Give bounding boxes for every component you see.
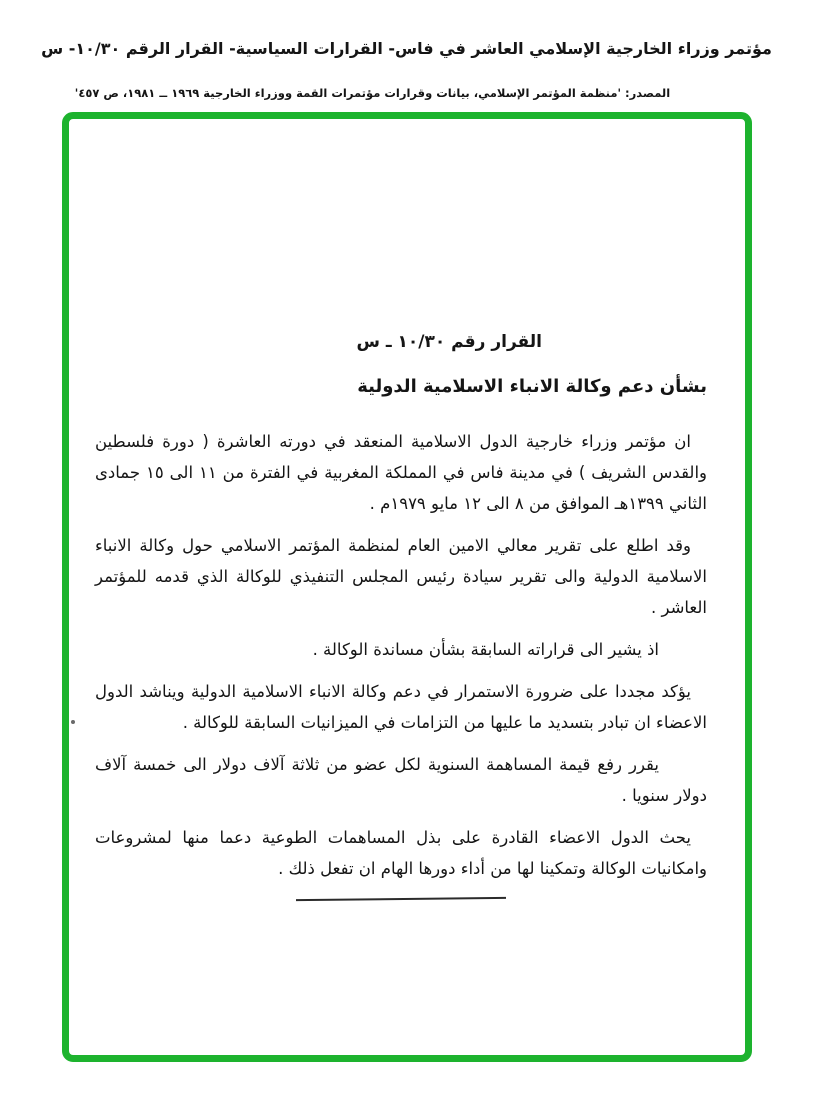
divider-line — [296, 897, 506, 901]
scan-artifact-dot — [71, 720, 75, 724]
resolution-paragraph: ان مؤتمر وزراء خارجية الدول الاسلامية المنعقد في دورته العاشرة ( دورة فلسطين والقدس الشريف ) في مدينة فاس في المملكة المغربية في الفترة من ١١ الى ١٥ جمادى الثاني ١٣٩٩هـ الموافق من ٨ الى ١٢ مايو ١٩٧٩م . — [95, 432, 707, 513]
citation-source: المصدر: 'منظمة المؤتمر الإسلامي، بيانات وقرارات مؤتمرات القمة ووزراء الخارجية ١٩٦٩ ــ ١٩٨١، ص ٤٥٧' — [74, 86, 671, 100]
resolution-number: القرار رقم ١٠/٣٠ ـ س — [356, 332, 542, 352]
resolution-paragraph: يحث الدول الاعضاء القادرة على بذل المساهمات الطوعية دعما منها لمشروعات وامكانيات الوكالة وتمكينا لها من أداء دورها الهام ان تفعل ذلك . — [95, 828, 707, 878]
resolution-paragraph: يقرر رفع قيمة المساهمة السنوية لكل عضو من ثلاثة آلاف دولار الى خمسة آلاف دولار سنويا . — [95, 755, 707, 805]
resolution-subject: بشأن دعم وكالة الانباء الاسلامية الدولية — [357, 376, 707, 397]
resolution-paragraph: يؤكد مجددا على ضرورة الاستمرار في دعم وكالة الانباء الاسلامية الدولية ويناشد الدول الاعضاء ان تبادر بتسديد ما عليها من التزامات في الميزانيات السابقة للوكالة . — [95, 682, 707, 732]
resolution-body — [95, 426, 707, 884]
resolution-paragraph: اذ يشير الى قراراته السابقة بشأن مساندة الوكالة . — [312, 640, 659, 659]
scanned-document — [69, 119, 745, 1055]
citation-header — [0, 38, 813, 101]
resolution-paragraph: وقد اطلع على تقرير معالي الامين العام لمنظمة المؤتمر الاسلامي حول وكالة الانباء الاسلامية الدولية والى تقرير سيادة رئيس المجلس التنفيذي للوكالة الذي قدمه للمؤتمر العاشر . — [95, 536, 707, 617]
highlight-frame — [62, 112, 752, 1062]
resolution-number-line — [95, 330, 707, 354]
citation-title: مؤتمر وزراء الخارجية الإسلامي العاشر في فاس- القرارات السياسية- القرار الرقم ١٠/٣٠- س — [41, 39, 772, 58]
